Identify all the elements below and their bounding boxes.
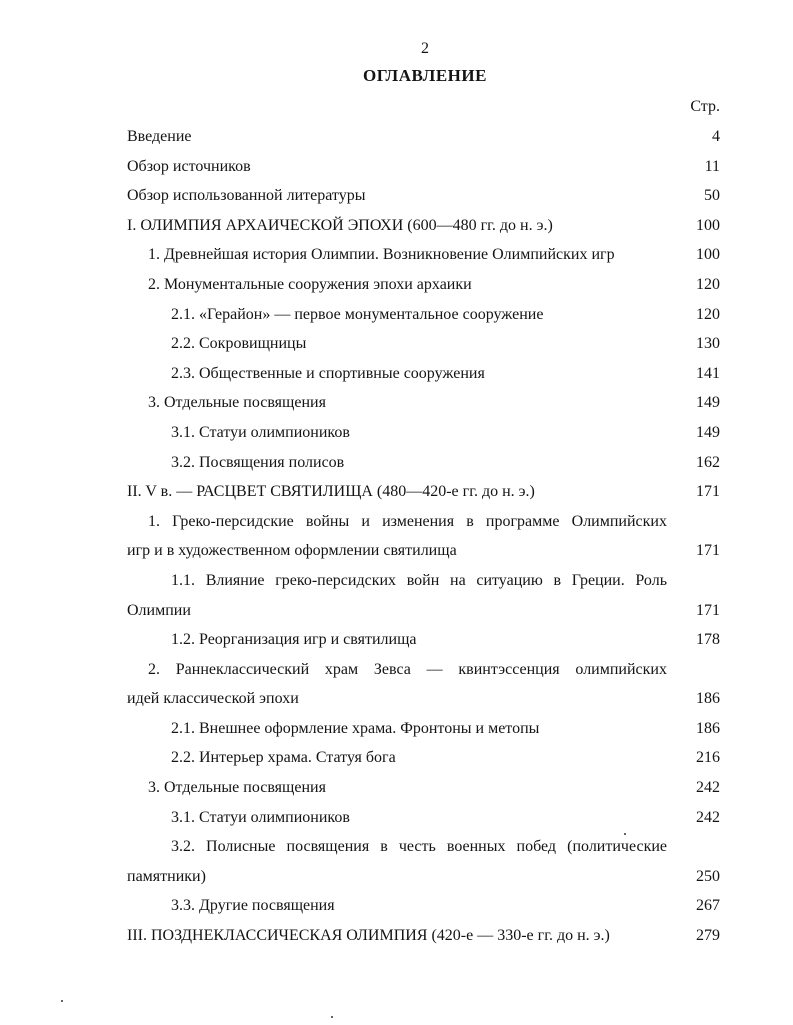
toc-entry <box>0 714 793 744</box>
toc-entry <box>0 655 793 685</box>
toc-entry-title: 1. Греко-персидские войны и изменения в программе Олимпийских <box>148 512 667 530</box>
toc-entry <box>0 152 793 182</box>
scan-speck <box>61 1000 63 1002</box>
toc-entry-title: памятники) <box>127 867 206 885</box>
toc-entry <box>0 270 793 300</box>
toc-entry <box>0 329 793 359</box>
toc-entry <box>0 388 793 418</box>
toc-entry <box>0 181 793 211</box>
toc-entry-title: II. V в. — РАСЦВЕТ СВЯТИЛИЩА (480—420-е гг. до н. э.) <box>127 483 535 501</box>
toc-entry-title: 2.2. Сокровищницы <box>171 335 307 353</box>
table-of-contents <box>0 122 793 951</box>
toc-entry <box>0 240 793 270</box>
toc-entry-title: 2. Монументальные сооружения эпохи архаики <box>148 275 472 293</box>
toc-entry-page: 4 <box>712 128 720 145</box>
toc-entry-title: 3.2. Посвящения полисов <box>171 453 345 471</box>
toc-entry-page: 100 <box>696 246 720 264</box>
scan-speck <box>331 1016 333 1018</box>
toc-entry-page: 149 <box>696 394 720 412</box>
scan-speck <box>624 833 626 835</box>
toc-entry-page: 100 <box>696 216 720 234</box>
toc-entry-title: 1. Древнейшая история Олимпии. Возникновение Олимпийских игр <box>148 246 615 264</box>
toc-entry-title: III. ПОЗДНЕКЛАССИЧЕСКАЯ ОЛИМПИЯ (420-е — 330-е гг. до н. э.) <box>127 927 610 945</box>
toc-entry <box>0 566 793 596</box>
toc-entry <box>0 684 793 714</box>
toc-entry <box>0 596 793 626</box>
toc-entry-title: Обзор источников <box>127 157 251 175</box>
toc-entry <box>0 300 793 330</box>
toc-entry <box>0 625 793 655</box>
toc-entry <box>0 448 793 478</box>
toc-entry-title: 2.3. Общественные и спортивные сооружения <box>171 364 485 382</box>
toc-entry-title: 3.1. Статуи олимпиоников <box>171 808 350 826</box>
toc-entry-page: 186 <box>696 690 720 708</box>
page-title: ОГЛАВЛЕНИЕ <box>363 66 487 85</box>
toc-entry-page: 242 <box>696 808 720 826</box>
toc-entry-title: 3.3. Другие посвящения <box>171 897 335 915</box>
toc-entry-title: 3. Отдельные посвящения <box>148 779 326 797</box>
toc-entry-title: идей классической эпохи <box>127 690 299 708</box>
toc-entry-page: 178 <box>696 631 720 649</box>
toc-entry-page: 186 <box>696 719 720 737</box>
toc-entry-page: 279 <box>696 927 720 945</box>
toc-entry <box>0 507 793 537</box>
toc-entry-title: 2. Раннеклассический храм Зевса — квинтэссенция олимпийских <box>148 660 667 678</box>
toc-entry-page: 50 <box>704 187 720 205</box>
toc-entry <box>0 477 793 507</box>
toc-entry <box>0 803 793 833</box>
toc-entry-title: Обзор использованной литературы <box>127 187 366 205</box>
toc-entry <box>0 536 793 566</box>
toc-entry-page: 171 <box>696 542 720 560</box>
toc-entry-page: 162 <box>696 453 720 471</box>
toc-entry-title: 1.2. Реорганизация игр и святилища <box>171 631 417 649</box>
page-column-header: Стр. <box>690 98 720 115</box>
toc-entry-page: 267 <box>696 897 720 915</box>
toc-entry <box>0 862 793 892</box>
toc-entry-title: Олимпии <box>127 601 191 619</box>
toc-entry-page: 141 <box>696 364 720 382</box>
page-number: 2 <box>421 40 429 57</box>
toc-entry-page: 120 <box>696 275 720 293</box>
toc-entry-title: 2.1. «Герайон» — первое монументальное сооружение <box>171 305 544 323</box>
toc-entry-page: 171 <box>696 483 720 501</box>
toc-entry-title: 2.1. Внешнее оформление храма. Фронтоны и метопы <box>171 719 540 737</box>
toc-entry <box>0 743 793 773</box>
toc-entry-page: 149 <box>696 423 720 441</box>
toc-entry-title: игр и в художественном оформлении святилища <box>127 542 457 560</box>
toc-entry <box>0 773 793 803</box>
toc-entry-title: 3.1. Статуи олимпиоников <box>171 423 350 441</box>
toc-entry-title: 1.1. Влияние греко-персидских войн на ситуацию в Греции. Роль <box>171 571 667 589</box>
toc-entry <box>0 891 793 921</box>
toc-entry-page: 120 <box>696 305 720 323</box>
toc-entry <box>0 921 793 951</box>
toc-entry <box>0 211 793 241</box>
toc-entry-title: 3. Отдельные посвящения <box>148 394 326 412</box>
toc-entry-page: 130 <box>696 335 720 353</box>
toc-entry-title: I. ОЛИМПИЯ АРХАИЧЕСКОЙ ЭПОХИ (600—480 гг. до н. э.) <box>127 216 553 234</box>
toc-entry-title: Введение <box>127 128 192 145</box>
toc-entry-page: 242 <box>696 779 720 797</box>
toc-entry-page: 250 <box>696 867 720 885</box>
toc-entry-page: 11 <box>704 157 720 175</box>
toc-entry <box>0 122 793 152</box>
toc-entry-title: 3.2. Полисные посвящения в честь военных побед (политические <box>171 838 667 856</box>
toc-entry <box>0 359 793 389</box>
toc-entry <box>0 418 793 448</box>
toc-entry <box>0 832 793 862</box>
toc-entry-page: 171 <box>696 601 720 619</box>
toc-entry-title: 2.2. Интерьер храма. Статуя бога <box>171 749 396 767</box>
toc-entry-page: 216 <box>696 749 720 767</box>
